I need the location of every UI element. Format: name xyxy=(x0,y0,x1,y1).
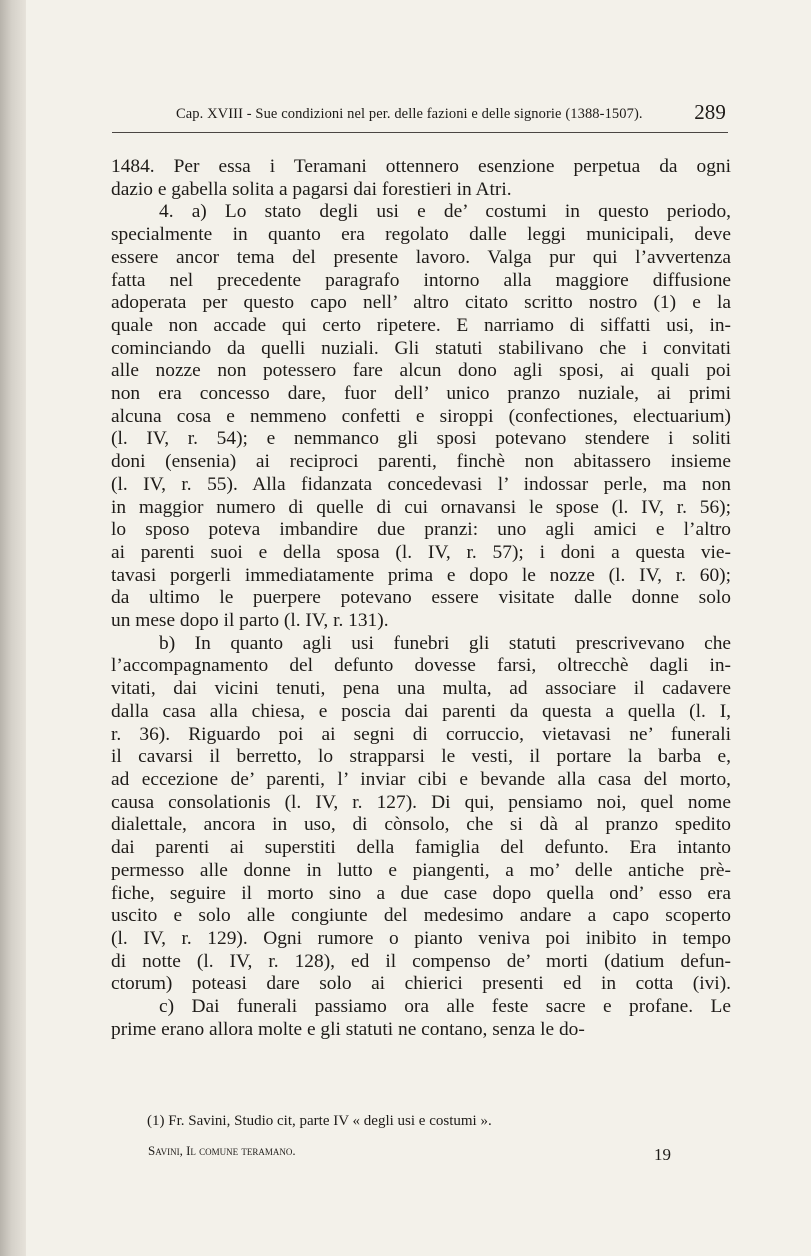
main-text xyxy=(111,156,731,1041)
text-line: doni (ensenia) ai reciproci parenti, finchè non abitassero insieme xyxy=(111,451,731,473)
text-line: adoperata per questo capo nell’ altro citato scritto nostro (1) e la xyxy=(111,292,731,314)
text-line: dai parenti ai superstiti della famiglia del defunto. Era intanto xyxy=(111,837,731,859)
text-line: da ultimo le puerpere potevano essere visitate dalle donne solo xyxy=(111,587,731,609)
text-line: essere ancor tema del presente lavoro. Valga pur qui l’avvertenza xyxy=(111,246,731,268)
text-line: specialmente in quanto era regolato dalle leggi municipali, deve xyxy=(111,224,731,246)
text-line: quale non accade qui certo ripetere. E narriamo di siffatti usi, in- xyxy=(111,314,731,336)
text-line: dalla casa alla chiesa, e poscia dai parenti da questa a quella (l. I, xyxy=(111,700,731,722)
book-gutter xyxy=(0,0,26,1256)
text-line: alle nozze non potessero fare alcun dono agli sposi, ai quali poi xyxy=(111,360,731,382)
text-line: dialettale, ancora in uso, di cònsolo, che si dà al pranzo spedito xyxy=(111,814,731,836)
text-line: lo sposo poteva imbandire due pranzi: uno agli amici e l’altro xyxy=(111,519,731,541)
text-line: cominciando da quelli nuziali. Gli statuti stabilivano che i convitati xyxy=(111,337,731,359)
text-line: uscito e solo alle congiunte del medesimo andare a capo scoperto xyxy=(111,905,731,927)
text-line: di notte (l. IV, r. 128), ed il compenso de’ morti (datium defun- xyxy=(111,950,731,972)
text-line: ai parenti suoi e della sposa (l. IV, r. 57); i doni a questa vie- xyxy=(111,541,731,563)
signature-line: Savini, Il comune teramano. xyxy=(148,1143,296,1158)
text-line: l’accompagnamento del defunto dovesse farsi, oltrecchè dagli in- xyxy=(111,655,731,677)
text-line: vitati, dai vicini tenuti, pena una multa, ad associare il cadavere xyxy=(111,678,731,700)
text-line: alcuna cosa e nemmeno confetti e siroppi (confectiones, electuarium) xyxy=(111,405,731,427)
text-line: 1484. Per essa i Teramani ottennero esenzione perpetua da ogni xyxy=(111,156,731,177)
text-line: fiche, seguire il morto sino a due case dopo quella ond’ esso era xyxy=(111,882,731,904)
running-header xyxy=(140,100,730,128)
text-line: 4. a) Lo stato degli usi e de’ costumi in questo periodo, xyxy=(159,201,731,223)
running-title: Cap. XVIII - Sue condizioni nel per. delle fazioni e delle signorie (1388-1507). xyxy=(176,106,643,122)
text-line: r. 36). Riguardo poi ai segni di corruccio, vietavasi ne’ funerali xyxy=(111,723,731,745)
text-line: (l. IV, r. 54); e nemmanco gli sposi potevano stendere i soliti xyxy=(111,428,731,450)
text-line: ctorum) poteasi dare solo ai chierici presenti ed in cotta (ivi). xyxy=(111,973,731,995)
text-line: dazio e gabella solita a pagarsi dai forestieri in Atri. xyxy=(111,178,512,200)
text-line: c) Dai funerali passiamo ora alle feste sacre e profane. Le xyxy=(159,996,731,1018)
header-rule xyxy=(112,132,728,133)
signature-number: 19 xyxy=(654,1145,671,1164)
text-line: (l. IV, r. 55). Alla fidanzata concedevasi l’ indossar perle, ma non xyxy=(111,473,731,495)
text-line: tavasi porgerli immediatamente prima e dopo le nozze (l. IV, r. 60); xyxy=(111,564,731,586)
text-line: fatta nel precedente paragrafo intorno alla maggiore diffusione xyxy=(111,269,731,291)
text-line: non era concesso dare, fuor dell’ unico pranzo nuziale, ai primi xyxy=(111,383,731,405)
text-line: un mese dopo il parto (l. IV, r. 131). xyxy=(111,610,389,632)
text-line: in maggior numero di quelle di cui ornavansi le spose (l. IV, r. 56); xyxy=(111,496,731,518)
footnote-1: (1) Fr. Savini, Studio cit, parte IV « degli usi e costumi ». xyxy=(147,1113,492,1129)
text-line: permesso alle donne in lutto e piangenti, a mo’ delle antiche prè- xyxy=(111,859,731,881)
text-line: ad eccezione de’ parenti, l’ inviar cibi e bevande alla casa del morto, xyxy=(111,768,731,790)
text-line: prime erano allora molte e gli statuti ne contano, senza le do- xyxy=(111,1018,585,1040)
page-number: 289 xyxy=(694,100,726,124)
text-line: b) In quanto agli usi funebri gli statuti prescrivevano che xyxy=(159,632,731,654)
text-line: causa consolationis (l. IV, r. 127). Di qui, pensiamo noi, quel nome xyxy=(111,791,731,813)
text-line: il cavarsi il berretto, lo strapparsi le vesti, il portare la barba e, xyxy=(111,746,731,768)
text-line: (l. IV, r. 129). Ogni rumore o pianto veniva poi inibito in tempo xyxy=(111,927,731,949)
